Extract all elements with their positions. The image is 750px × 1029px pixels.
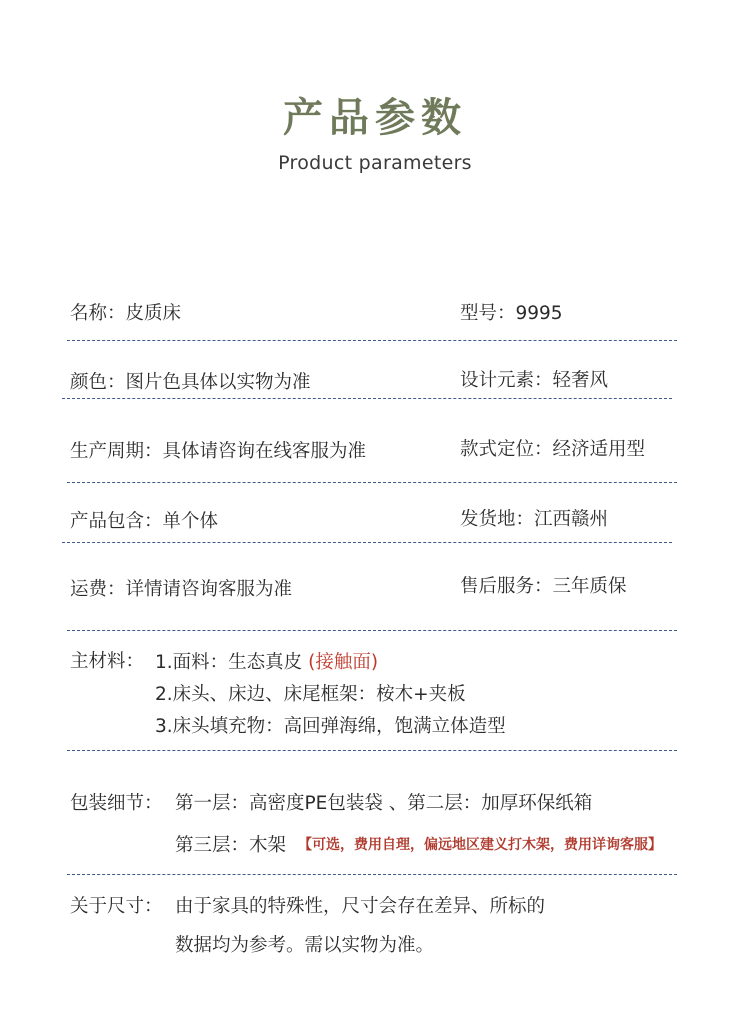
param-model: 型号：9995 (460, 303, 563, 324)
materials-line-1: 1.面料：生态真皮 (接触面) (155, 652, 379, 673)
divider (67, 874, 677, 875)
param-style: 款式定位：经济适用型 (460, 439, 646, 460)
param-contents: 产品包含：单个体 (70, 511, 219, 532)
param-production-cycle: 生产周期：具体请咨询在线客服为准 (70, 441, 367, 462)
packaging-line-2: 第三层：木架 (175, 835, 287, 856)
packaging-wood-frame-note: 【可选，费用自理，偏远地区建义打木架，费用详询客服】 (298, 837, 662, 853)
packaging-line-1: 第一层：高密度PE包装袋 、第二层：加厚环保纸箱 (175, 793, 593, 814)
divider (62, 398, 672, 399)
size-line-2: 数据均为参考。需以实物为准。 (175, 935, 435, 956)
divider (62, 542, 672, 543)
packaging-label: 包装细节： (70, 793, 163, 814)
contact-surface-note: (接触面) (308, 652, 379, 673)
divider (67, 630, 677, 631)
divider (67, 750, 677, 751)
param-color: 颜色：图片色具体以实物为准 (70, 372, 311, 393)
divider (67, 340, 677, 341)
materials-line-2: 2.床头、床边、床尾框架：桉木+夹板 (155, 684, 466, 705)
param-name: 名称：皮质床 (70, 303, 182, 324)
materials-label: 主材料： (70, 651, 145, 672)
page-title: 产品参数 (283, 95, 467, 141)
divider (67, 482, 677, 483)
page-subtitle: Product parameters (278, 152, 472, 174)
size-label: 关于尺寸： (70, 896, 163, 917)
size-line-1: 由于家具的特殊性，尺寸会存在差异、所标的 (175, 896, 546, 917)
param-freight: 运费：详情请咨询客服为准 (70, 579, 293, 600)
param-design: 设计元素：轻奢风 (460, 370, 609, 391)
param-ship-from: 发货地：江西赣州 (460, 509, 609, 530)
materials-line-3: 3.床头填充物：高回弹海绵，饱满立体造型 (155, 716, 506, 737)
param-after-sales: 售后服务：三年质保 (460, 576, 627, 597)
